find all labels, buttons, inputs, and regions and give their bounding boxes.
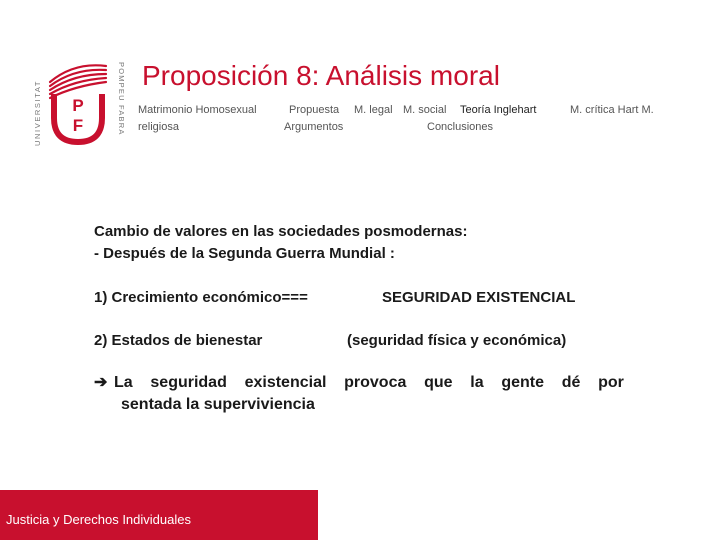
conclusion-paragraph [94, 372, 624, 416]
item-1-left: 1) Crecimiento económico=== [94, 289, 308, 306]
item-2-right: (seguridad física y económica) [347, 332, 567, 349]
footer-bar [0, 490, 318, 540]
nav-item-propuesta[interactable]: Propuesta [289, 104, 340, 116]
conclusion-line-1 [94, 372, 624, 394]
conclusion-word: la [470, 374, 484, 391]
nav-item-m-legal[interactable]: M. legal [354, 104, 393, 116]
logo-right-text: POMPEU FABRA [117, 62, 126, 136]
conclusion-line-2: sentada la superviviencia [121, 396, 315, 413]
nav-item-m-social[interactable]: M. social [403, 104, 447, 116]
nav-item-m-critica-hart[interactable]: M. crítica Hart M. [570, 104, 654, 116]
footer-text: Justicia y Derechos Individuales [6, 512, 191, 527]
page-title: Proposición 8: Análisis moral [142, 60, 500, 91]
item-1-right: SEGURIDAD EXISTENCIAL [382, 289, 576, 306]
intro-line-1: Cambio de valores en las sociedades posmodernas: [94, 223, 468, 240]
intro-line-2: - Después de la Segunda Guerra Mundial : [94, 245, 395, 262]
logo-letter-f: F [72, 116, 84, 135]
item-2-left: 2) Estados de bienestar [94, 332, 263, 349]
conclusion-word: existencial [244, 374, 327, 391]
logo-left-text: UNIVERSITAT [33, 79, 42, 146]
nav-item-religiosa[interactable]: religiosa [138, 121, 179, 133]
conclusion-word: por [598, 374, 624, 391]
nav-item-argumentos[interactable]: Argumentos [284, 121, 344, 133]
conclusion-word: que [424, 374, 453, 391]
nav-item-conclusiones[interactable]: Conclusiones [427, 121, 494, 133]
conclusion-word: La [114, 374, 133, 391]
conclusion-word: provoca [344, 374, 407, 391]
conclusion-word: gente [501, 374, 544, 391]
logo-letter-p: P [72, 96, 84, 115]
conclusion-word: seguridad [150, 374, 227, 391]
logo-swoosh [50, 65, 106, 98]
conclusion-word: dé [561, 374, 581, 391]
nav-item-matrimonio[interactable]: Matrimonio Homosexual [138, 104, 257, 116]
arrow-right-icon: ➔ [94, 374, 108, 391]
upf-logo [28, 58, 132, 150]
nav-item-teoria-inglehart[interactable]: Teoría Inglehart [460, 104, 537, 116]
